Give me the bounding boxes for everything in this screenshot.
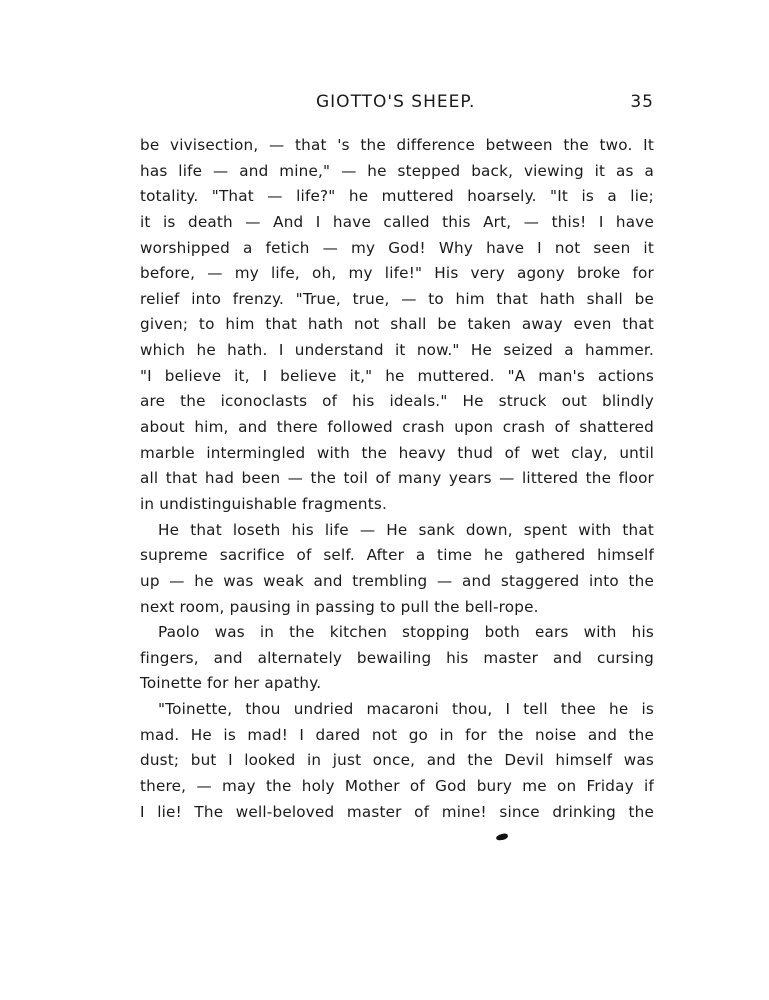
- text-line: "Toinette, thou undried macaroni thou, I tell thee he is: [158, 700, 654, 719]
- text-line: all that had been — the toil of many years — littered the floor: [140, 469, 654, 488]
- text-line: fingers, and alternately bewailing his master and cursing: [140, 648, 654, 667]
- text-line: Paolo was in the kitchen stopping both ears with his: [158, 623, 654, 642]
- page-number: 35: [630, 92, 654, 112]
- text-line: worshipped a fetich — my God! Why have I not seen it: [140, 238, 654, 257]
- text-line: before, — my life, oh, my life!" His very agony broke for: [140, 264, 654, 283]
- text-line: dust; but I looked in just once, and the Devil himself was: [140, 751, 654, 770]
- text-line: next room, pausing in passing to pull the bell-rope.: [140, 597, 539, 616]
- text-line: totality. "That — life?" he muttered hoarsely. "It is a lie;: [140, 187, 654, 206]
- text-line: be vivisection, — that 's the difference between the two. It: [140, 136, 654, 154]
- text-line: mad. He is mad! I dared not go in for the noise and the: [140, 725, 654, 744]
- text-line: given; to him that hath not shall be taken away even that: [140, 315, 654, 334]
- running-title: GIOTTO'S SHEEP.: [316, 92, 476, 112]
- text-line: there, — may the holy Mother of God bury me on Friday if: [140, 777, 654, 796]
- body-text: [140, 133, 654, 825]
- text-line: which he hath. I understand it now." He seized a hammer.: [140, 341, 654, 360]
- text-line: has life — and mine," — he stepped back, viewing it as a: [140, 161, 654, 180]
- text-line: I lie! The well-beloved master of mine! since drinking the: [140, 802, 654, 821]
- text-line: about him, and there followed crash upon crash of shattered: [140, 418, 654, 437]
- text-line: marble intermingled with the heavy thud of wet clay, until: [140, 443, 654, 462]
- text-line: supreme sacrifice of self. After a time he gathered himself: [140, 546, 654, 565]
- running-head: [140, 92, 654, 118]
- text-line: in undistinguishable fragments.: [140, 494, 388, 513]
- text-line: relief into frenzy. "True, true, — to him that hath shall be: [140, 289, 654, 308]
- text-line: He that loseth his life — He sank down, spent with that: [158, 520, 654, 539]
- text-line: it is death — And I have called this Art, — this! I have: [140, 212, 654, 231]
- text-line: up — he was weak and trembling — and staggered into the: [140, 571, 654, 590]
- ink-blot: [496, 833, 509, 841]
- text-line: "I believe it, I believe it," he muttered. "A man's actions: [140, 366, 654, 385]
- text-line: are the iconoclasts of his ideals." He struck out blindly: [140, 392, 654, 411]
- text-line: Toinette for her apathy.: [140, 674, 322, 693]
